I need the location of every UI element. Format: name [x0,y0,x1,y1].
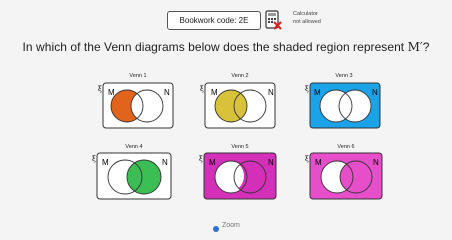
calculator-line-1: Calculator [293,11,318,17]
question-suffix: ? [422,40,430,54]
calculator-notice [293,10,321,26]
question-symbol: M′ [407,40,423,54]
venn-6-label-m: M [315,158,322,167]
venn-4-label-m: M [102,158,109,167]
calculator-not-allowed-icon [263,10,283,30]
venn-5-label-m: M [209,158,216,167]
bookwork-code-badge: Bookwork code: 2E [167,11,261,30]
question-prefix: In which of the Venn diagrams below does the shaded region represent [22,40,408,54]
venn-1-label-n: N [164,88,170,97]
venn-5-title: Venn 5 [231,144,249,150]
venn-3-label-m: M [314,88,321,97]
venn-1-universe: ξ [98,85,102,93]
venn-2-label-n: N [268,88,274,97]
question-text [0,40,452,54]
venn-2-universe: ξ [200,85,204,93]
venn-1-title: Venn 1 [129,73,147,79]
venn-diagram-4[interactable] [92,152,172,200]
venn-diagram-6[interactable] [305,152,383,200]
venn-3-title: Venn 3 [335,73,353,79]
venn-6-universe: ξ [305,155,309,163]
calculator-line-2: not allowed [293,19,321,25]
venn-diagram-3[interactable] [305,82,381,129]
venn-3-label-n: N [372,88,378,97]
venn-diagram-2[interactable] [200,82,276,129]
venn-diagram-1[interactable] [98,82,174,129]
venn-2-label-m: M [211,88,218,97]
venn-4-universe: ξ [92,155,96,163]
venn-2-title: Venn 2 [231,73,249,79]
venn-4-title: Venn 4 [125,144,143,150]
venn-6-title: Venn 6 [337,144,355,150]
venn-diagram-5[interactable] [199,152,277,200]
venn-3-universe: ξ [305,85,309,93]
venn-4-label-n: N [162,158,168,167]
venn-6-label-n: N [373,158,379,167]
zoom-button[interactable]: Zoom [222,222,240,229]
venn-1-label-m: M [108,88,115,97]
venn-5-label-n: N [268,158,274,167]
venn-5-universe: ξ [199,155,203,163]
zoom-icon[interactable] [213,226,219,232]
